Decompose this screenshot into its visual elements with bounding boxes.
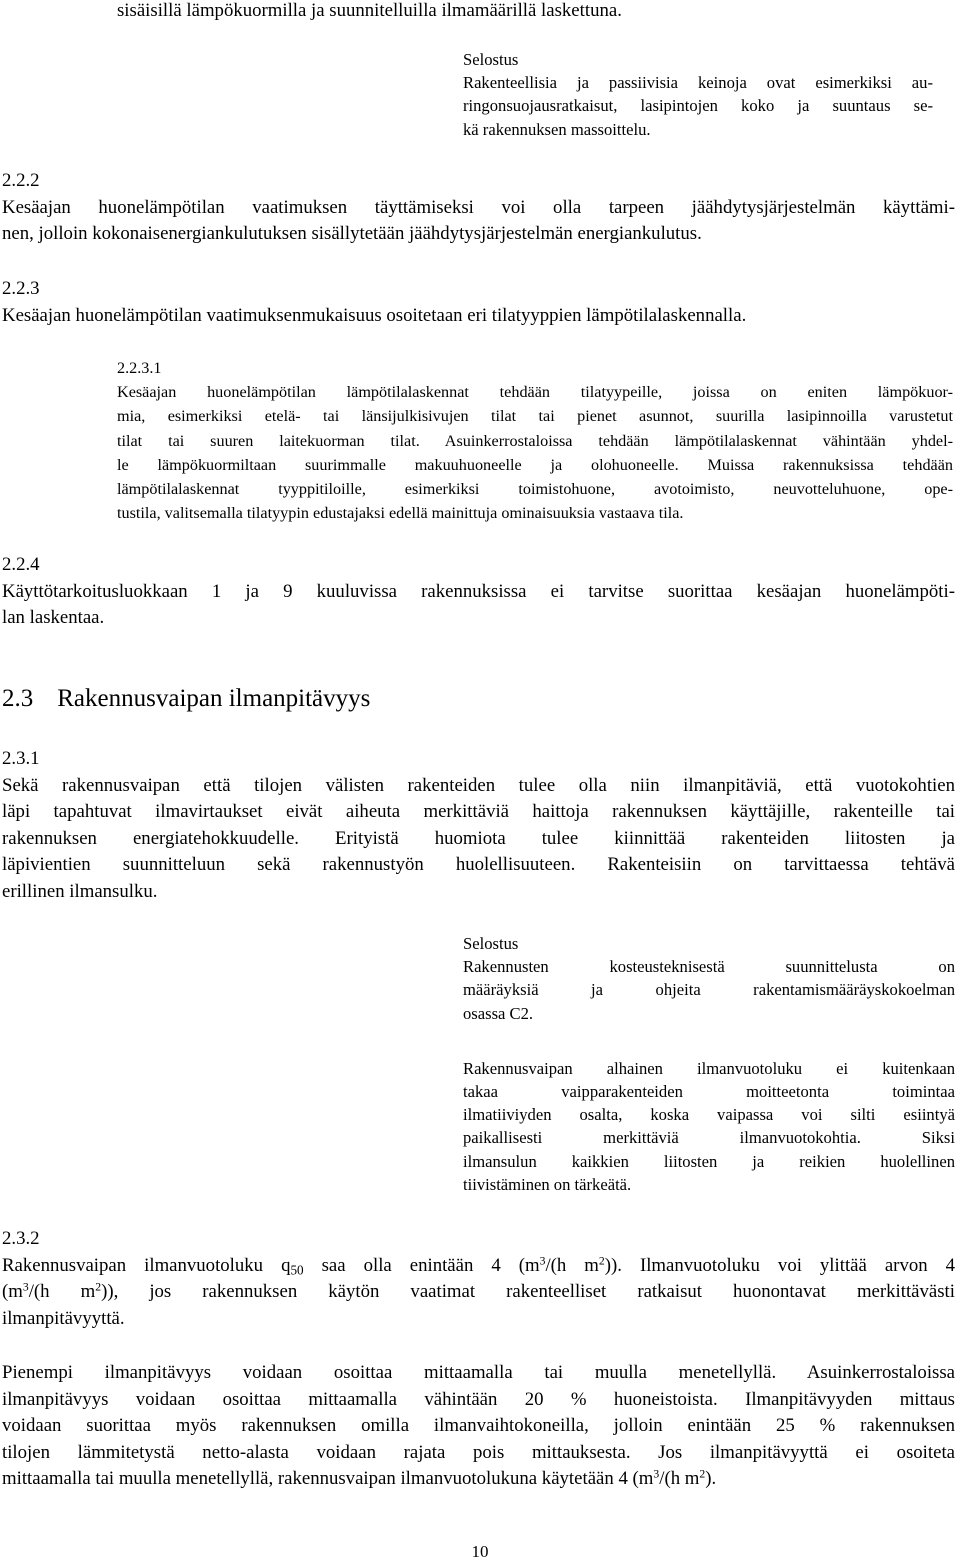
text-line: erillinen ilmansulku. — [2, 880, 158, 902]
note-line: Rakenteellisia ja passiivisia keinoja ovat esimerkiksi au- — [463, 73, 933, 93]
section-number: 2.2.4 — [2, 554, 40, 575]
subscript: 50 — [290, 1261, 304, 1277]
note-line: takaa vaipparakenteiden moitteetonta toimintaa — [463, 1082, 955, 1102]
heading-title: Rakennusvaipan ilmanpitävyys — [57, 685, 371, 712]
section-2-3-2 — [2, 1226, 955, 1493]
note-line: ilmatiiviyden osalta, koska vaipassa voi silti esiintyä — [463, 1105, 955, 1125]
text-line: Pienempi ilmanpitävyys voidaan osoittaa mittaamalla tai muulla menetellyllä. Asuinkerrostaloissa — [2, 1362, 955, 1383]
section-heading — [2, 684, 370, 714]
text-line: ($m^3/(h$ $m^2$)), jos rakennuksen käytön vaatimat rakenteelliset ratkaisut huonontavat merkittävästi — [2, 1280, 955, 1302]
text-line: voidaan suorittaa myös rakennuksen omilla ilmanvaihtokoneilla, jolloin enintään 25 % rakennuksen — [2, 1415, 955, 1436]
text-line: sisäisillä lämpökuormilla ja suunnitelluilla ilmamäärillä laskettuna. — [117, 0, 622, 21]
page-number: 10 — [471, 1542, 489, 1561]
note-title: Selostus — [463, 50, 519, 69]
heading-number: 2.3 — [2, 685, 34, 712]
text-line: Kesäajan huonelämpötilan lämpötilalaskennat tehdään tilatyypeille, joissa on eniten lämpökuor- — [117, 383, 953, 402]
note-line: Rakennusten kosteusteknisestä suunnittelusta on — [463, 957, 955, 977]
text-line: läpi tapahtuvat ilmavirtaukset eivät aiheuta merkittäviä haittoja rakennuksen käyttäjille, rakenteille tai — [2, 801, 955, 822]
note-line: tiivistäminen on tärkeätä. — [463, 1174, 632, 1194]
text-line: tilojen lämmitetystä netto-alasta voidaan rajata pois mittauksesta. Jos ilmanpitävyyttä ei osoiteta — [2, 1441, 955, 1463]
section-2-3-1 — [2, 746, 955, 905]
text-line: nen, jolloin kokonaisenergiankulutuksen sisällytetään jäähdytysjärjestelmän energiankulutus. — [2, 223, 702, 244]
explanation-note — [463, 932, 955, 1196]
note-line: kä rakennuksen massoittelu. — [463, 119, 651, 139]
note-line: paikallisesti merkittäviä ilmanvuotokohtia. Siksi — [463, 1128, 955, 1148]
section-number: 2.3.1 — [2, 748, 40, 769]
text-line: mittaamalla tai muulla menetellyllä, rakennusvaipan ilmanvuotolukuna käytetään 4 ($m^3/(h$ $m^2$). — [2, 1467, 717, 1489]
continued-text — [117, 0, 937, 25]
text-line: mia, esimerkiksi etelä- tai länsijulkisivujen tilat tai pienet asunnot, suurilla lasipinnoilla varustetut — [117, 407, 953, 426]
text-line: ilmanpitävyys voidaan osoittaa mittaamalla vähintään 20 % huoneistoista. Ilmanpitävyyden mittaus — [2, 1388, 955, 1410]
text-line: ilmanpitävyyttä. — [2, 1307, 125, 1329]
section-2-2-2 — [2, 168, 955, 248]
note-title: Selostus — [463, 934, 519, 953]
text-line: lämpötilalaskennat tyyppitiloille, esimerkiksi toimistohuone, avotoimisto, neuvotteluhuone, ope- — [117, 480, 953, 499]
text-line: Rakennusvaipan ilmanvuotoluku $q_{50}$ saa olla enintään 4 ($m^3/(h$ $m^2$)). Ilmanvuotoluku voi ylittää arvon 4 — [2, 1254, 955, 1277]
text-line: tilat tai suuren laitekuorman tilat. Asuinkerrostaloissa tehdään lämpötilalaskennat vähintään yhdel- — [117, 431, 953, 450]
text-line: le lämpökuormiltaan suurimmalle makuuhuoneelle ja olohuoneelle. Muissa rakennuksissa tehdään — [117, 455, 953, 474]
section-2-2-3 — [2, 276, 955, 329]
text-line: Sekä rakennusvaipan että tilojen välisten rakenteiden tulee olla niin ilmanpitäviä, että vuotokohtien — [2, 774, 955, 796]
text-line: lan laskentaa. — [2, 607, 105, 628]
note-line: Rakennusvaipan alhainen ilmanvuotoluku ei kuitenkaan — [463, 1058, 955, 1078]
section-number: 2.2.3 — [2, 278, 40, 299]
text-line: rakennuksen energiatehokkuudelle. Erityistä huomiota tulee kiinnittää rakenteiden liitosten ja — [2, 827, 955, 849]
text-line: Kesäajan huonelämpötilan vaatimuksenmukaisuus osoitetaan eri tilatyyppien lämpötilalaskennalla. — [2, 304, 747, 326]
section-number: 2.3.2 — [2, 1228, 40, 1249]
note-line: ringonsuojausratkaisut, lasipintojen koko ja suuntaus se- — [463, 96, 933, 116]
section-number: 2.2.3.1 — [117, 359, 162, 377]
text-line: läpivientien suunnitteluun sekä rakennustyön huolellisuuteen. Rakenteisiin on tarvittaessa tehtävä — [2, 854, 955, 875]
section-number: 2.2.2 — [2, 170, 40, 191]
text-line: Kesäajan huonelämpötilan vaatimuksen täyttämiseksi voi olla tarpeen jäähdytysjärjestelmän käyttämi- — [2, 196, 955, 218]
note-line: määräyksiä ja ohjeita rakentamismääräyskokoelman — [463, 980, 955, 1000]
section-2-2-3-1 — [117, 356, 953, 525]
section-2-2-4 — [2, 552, 955, 632]
text-line: Käyttötarkoitusluokkaan 1 ja 9 kuuluvissa rakennuksissa ei tarvitse suorittaa kesäajan huonelämpöti- — [2, 580, 955, 602]
text-line: tustila, valitsemalla tilatyypin edustajaksi edellä mainittuja ominaisuuksia vastaava tila. — [117, 504, 684, 523]
note-line: osassa C2. — [463, 1003, 534, 1023]
note-line: ilmansulun kaikkien liitosten ja reikien huolellinen — [463, 1151, 955, 1171]
explanation-note — [463, 48, 933, 141]
